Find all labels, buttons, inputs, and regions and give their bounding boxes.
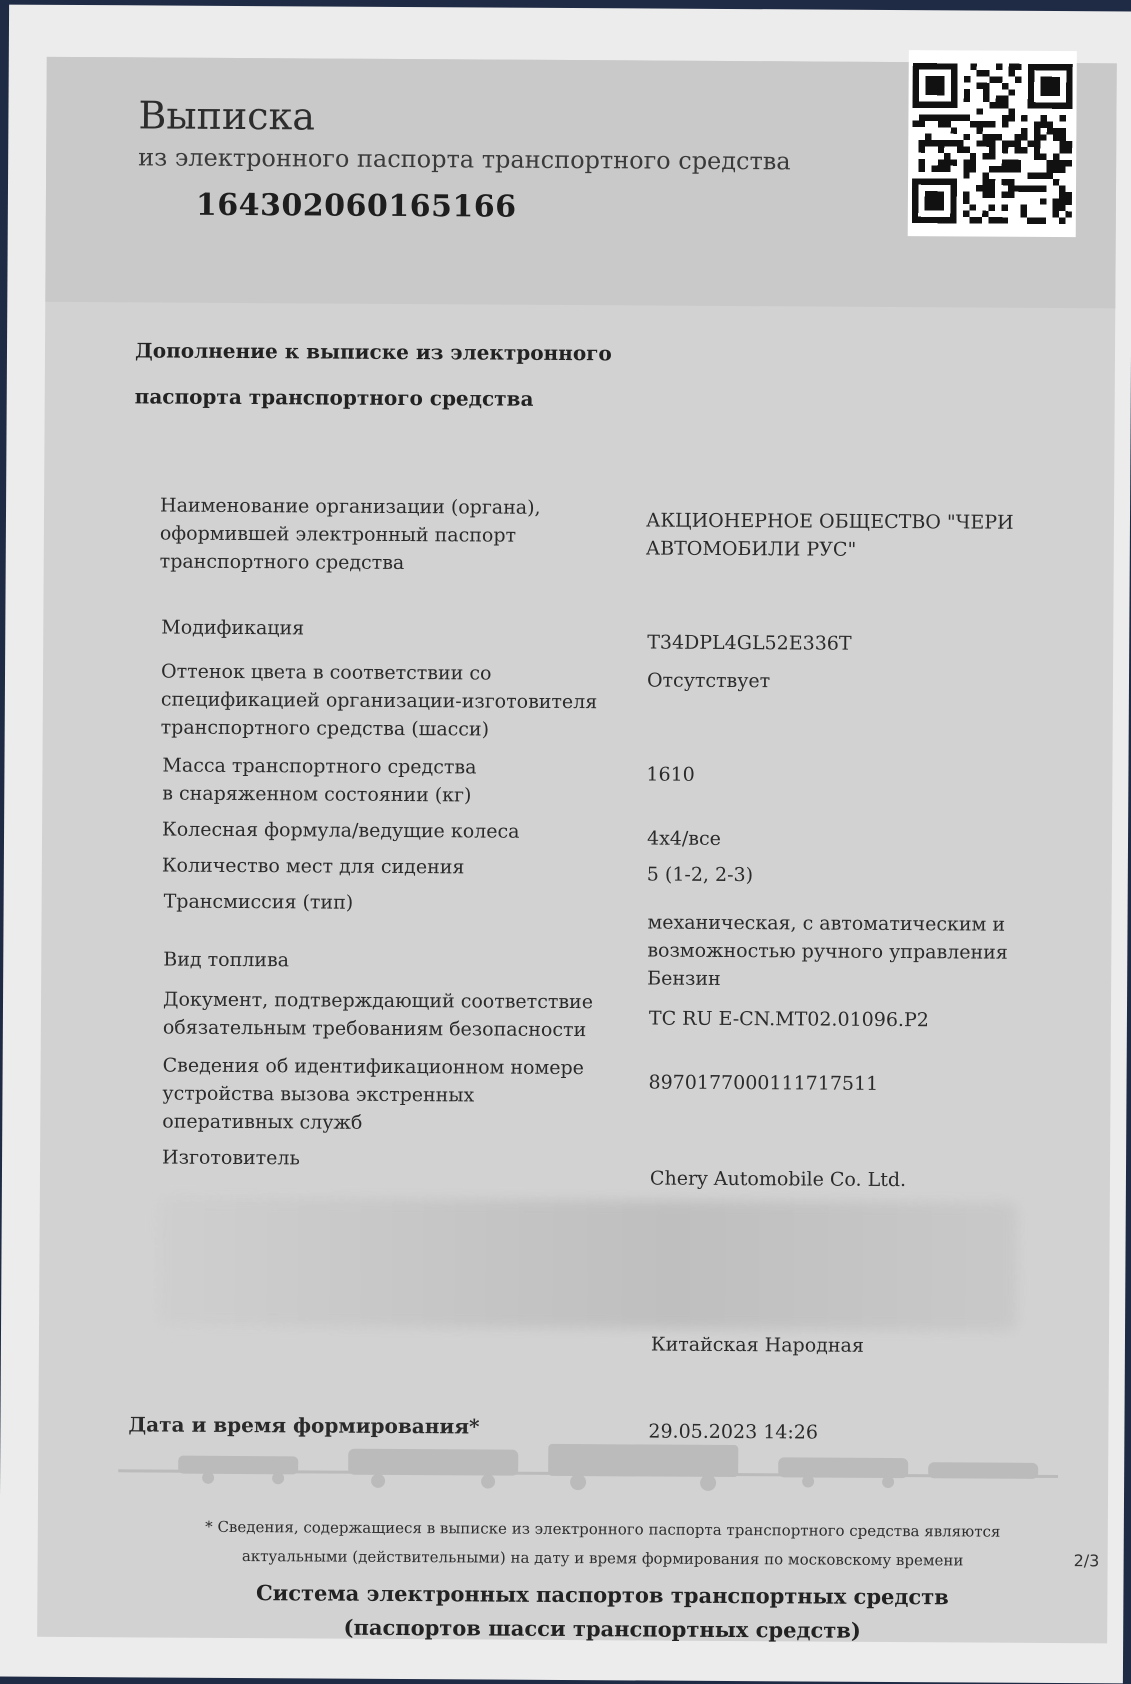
field-label-manufacturer: Изготовитель [162,1146,300,1170]
field-value-organization: АКЦИОНЕРНОЕ ОБЩЕСТВО "ЧЕРИ АВТОМОБИЛИ РУС" [645,509,1014,561]
field-label-curb-mass: Масса транспортного средства в снаряженном состоянии (кг) [162,754,477,807]
field-value-seats: 5 (1-2, 2-3) [646,863,754,887]
footer-title [157,1576,1047,1649]
footer-title-line-2: (паспортов шасси транспортных средств) [343,1614,861,1643]
field-label-wheel-formula: Колесная формула/ведущие колеса [162,818,520,843]
field-label-emergency-device-id: Сведения об идентификационном номере устройства вызова экстренных оперативных служб [162,1054,585,1134]
footnote [158,1513,1048,1576]
section-title [135,327,656,422]
qr-code-icon [908,50,1077,237]
field-label-transmission: Трансмиссия (тип) [163,890,354,914]
document-number: 164302060165166 [195,187,517,225]
section-title-line-1: Дополнение к выписке из электронного [134,338,612,366]
field-value-color-shade: Отсутствует [646,669,771,693]
field-value-modification: T34DPL4GL52E336T [647,631,852,655]
field-label-fuel: Вид топлива [163,948,290,972]
field-label-modification: Модификация [161,616,305,640]
document-page [0,5,1131,1684]
footnote-line-2: актуальными (действительными) на дату и время формирования по московскому времени [241,1547,964,1570]
field-value-manufacturer: Chery Automobile Co. Ltd. [649,1167,907,1192]
field-value-wheel-formula: 4x4/все [646,827,721,850]
field-value-manufacturer-country: Китайская Народная [650,1333,864,1357]
section-title-line-2: паспорта транспортного средства [134,384,534,411]
field-value-curb-mass: 1610 [646,763,695,786]
footnote-line-1: * Сведения, содержащиеся в выписке из электронного паспорта транспортного средства являются [205,1517,1001,1541]
field-label-organization: Наименование организации (органа), оформившей электронный паспорт транспортного средства [159,494,541,575]
document-title: Выписка [138,93,316,139]
field-value-fuel: Бензин [647,967,721,990]
field-label-conformity-doc: Документ, подтверждающий соответствие обязательным требованиям безопасности [162,988,594,1042]
document-subtitle: из электронного паспорта транспортного средства [138,143,791,176]
redacted-address-block [157,1198,1018,1331]
page-number: 2/3 [1073,1551,1100,1571]
vehicles-watermark-icon [118,1437,1058,1503]
field-value-conformity-doc: ТС RU E-CN.MT02.01096.P2 [648,1007,929,1032]
date-label: Дата и время формирования* [128,1412,480,1439]
field-value-transmission: механическая, с автоматическим и возможностью ручного управления [647,911,1008,964]
footer-title-line-1: Система электронных паспортов транспортных средств [255,1580,949,1610]
field-label-color-shade: Оттенок цвета в соответствии со спецификацией организации-изготовителя транспортного средства (шасси) [160,660,598,741]
date-value: 29.05.2023 14:26 [648,1420,819,1444]
field-value-emergency-device-id: 89701770001117175​11 [648,1071,879,1095]
field-label-seats: Количество мест для сидения [161,854,465,879]
document-sheet [37,57,1117,1644]
